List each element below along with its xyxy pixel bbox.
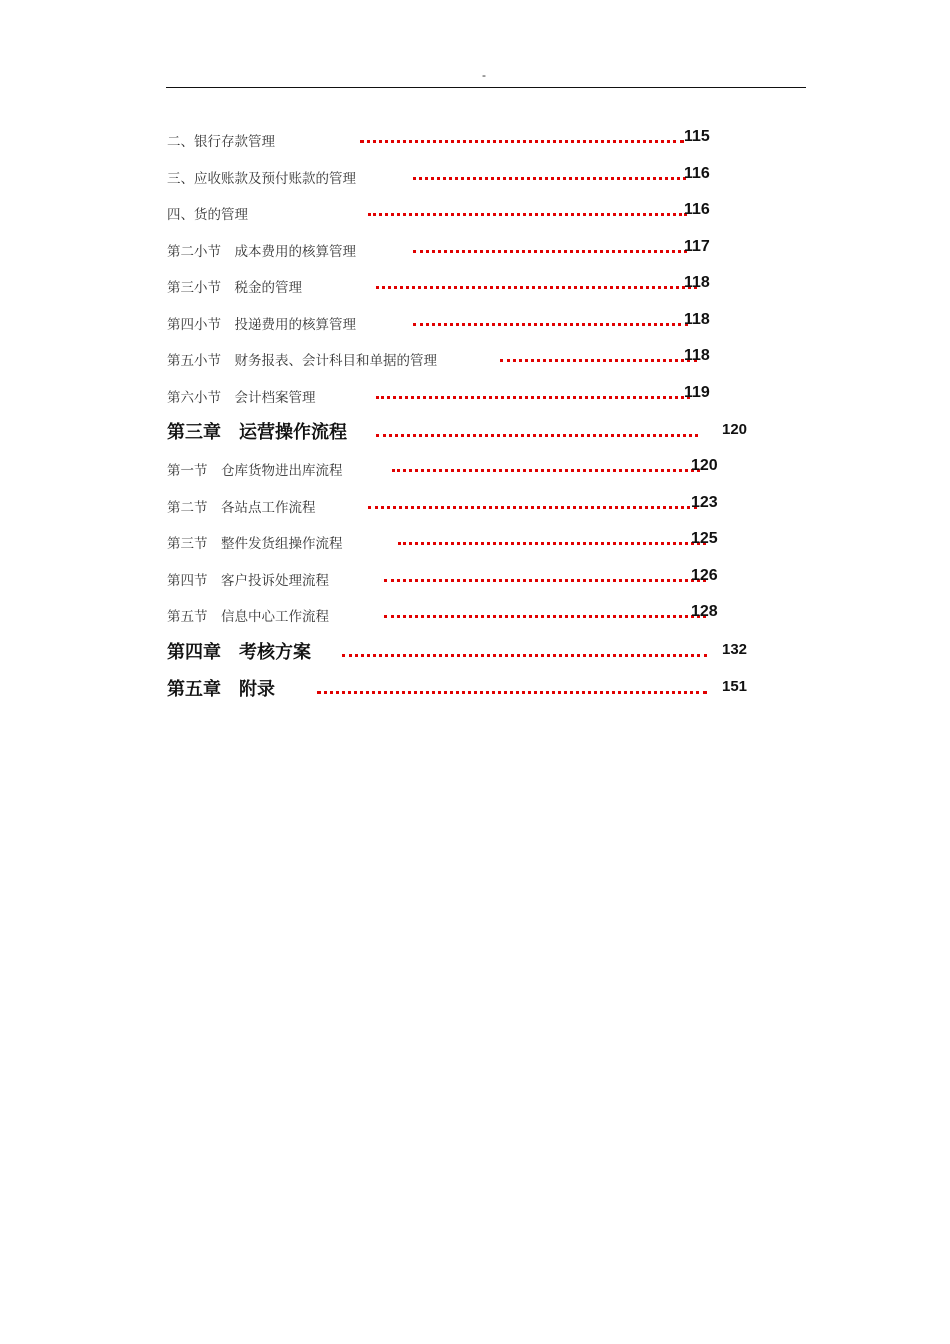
toc-leader: [398, 542, 706, 545]
toc-label: 第一节 仓库货物进出库流程: [167, 463, 343, 479]
toc-label: 第二小节 成本费用的核算管理: [167, 244, 356, 260]
toc-entry[interactable]: [0, 311, 950, 347]
toc-page-number: 132: [722, 641, 748, 658]
toc-label: 第三小节 税金的管理: [167, 280, 302, 296]
toc-page-number: 128: [691, 603, 718, 620]
toc-entry[interactable]: [0, 494, 950, 530]
toc-leader: [413, 250, 687, 253]
toc-chapter-label: 第五章 附录: [167, 679, 275, 700]
toc-entry[interactable]: [0, 201, 950, 237]
toc-entry[interactable]: [0, 165, 950, 201]
toc-entry[interactable]: [0, 567, 950, 603]
toc-leader: [368, 213, 687, 216]
toc-label: 第五节 信息中心工作流程: [167, 609, 329, 625]
toc-label: 第六小节 会计档案管理: [167, 390, 316, 406]
toc-page-number: 115: [684, 128, 710, 145]
toc-page-number: 116: [684, 165, 710, 182]
toc-chapter-entry[interactable]: [0, 418, 950, 454]
toc-page-number: 123: [691, 494, 718, 511]
toc-leader: [413, 177, 686, 180]
toc-entry[interactable]: [0, 530, 950, 566]
toc-chapter-entry[interactable]: [0, 675, 950, 711]
toc-label: 三、应收账款及预付账款的管理: [167, 171, 356, 187]
toc-entry[interactable]: [0, 128, 950, 164]
toc-entry[interactable]: [0, 384, 950, 420]
toc-entry[interactable]: [0, 347, 950, 383]
toc-label: 第五小节 财务报表、会计科目和单据的管理: [167, 353, 437, 369]
toc-page-number: 120: [691, 457, 718, 474]
toc-leader: [376, 434, 698, 437]
toc-page-number: 116: [684, 201, 710, 218]
toc-leader: [368, 506, 697, 509]
toc-entry[interactable]: [0, 457, 950, 493]
toc-leader: [376, 396, 690, 399]
page-header-mark: -: [482, 68, 486, 82]
toc-page-number: 120: [722, 421, 748, 438]
toc-page-number: 119: [684, 384, 710, 401]
toc-leader: [384, 615, 706, 618]
toc-chapter-label: 第三章 运营操作流程: [167, 422, 347, 443]
toc-leader: [413, 323, 688, 326]
toc-page-number: 126: [691, 567, 718, 584]
toc-chapter-label: 第四章 考核方案: [167, 642, 311, 663]
toc-leader: [384, 579, 706, 582]
toc-page-number: 151: [722, 678, 748, 695]
toc-page-number: 117: [684, 238, 710, 255]
toc-page-number: 118: [684, 311, 710, 328]
toc-page-number: 118: [684, 347, 710, 364]
toc-page-number: 118: [684, 274, 710, 291]
toc-entry[interactable]: [0, 238, 950, 274]
toc-label: 第三节 整件发货组操作流程: [167, 536, 343, 552]
toc-leader: [392, 469, 700, 472]
toc-leader: [342, 654, 707, 657]
header-rule: [166, 87, 806, 88]
toc-page-number: 125: [691, 530, 718, 547]
toc-label: 第四小节 投递费用的核算管理: [167, 317, 356, 333]
toc-leader: [376, 286, 697, 289]
toc-chapter-entry[interactable]: [0, 638, 950, 674]
toc-leader: [500, 359, 697, 362]
toc-label: 第二节 各站点工作流程: [167, 500, 316, 516]
toc-entry[interactable]: [0, 274, 950, 310]
toc-label: 第四节 客户投诉处理流程: [167, 573, 329, 589]
toc-leader: [317, 691, 707, 694]
toc-label: 二、银行存款管理: [167, 134, 275, 150]
toc-entry[interactable]: [0, 603, 950, 639]
toc-label: 四、货的管理: [167, 207, 248, 223]
toc-leader: [360, 140, 684, 143]
